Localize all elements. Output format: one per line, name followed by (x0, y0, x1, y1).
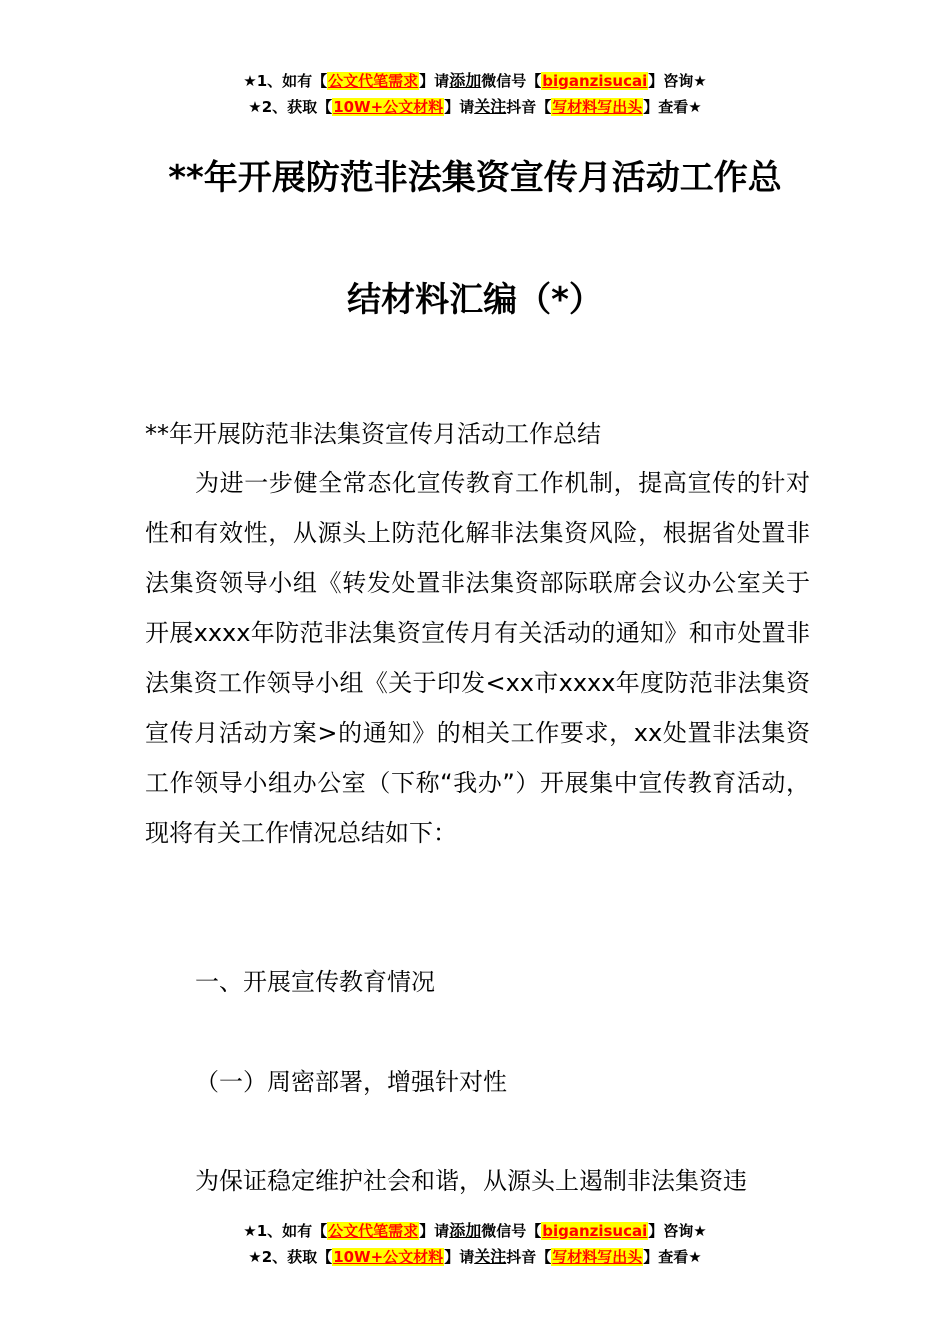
highlight-douyin-id: 写材料写出头 (552, 1248, 643, 1266)
promo-line-1: ★1、如有【公文代笔需求】请添加微信号【biganzisucai】咨询★ (243, 71, 707, 90)
document-title-line-1: **年开展防范非法集资宣传月活动工作总 (168, 158, 782, 198)
highlight-douyin-id: 写材料写出头 (552, 98, 643, 116)
section-heading-1: 一、开展宣传教育情况 (195, 968, 435, 996)
highlight-wechat-id: biganzisucai (542, 72, 648, 90)
promo-banner-top (0, 68, 950, 120)
section-heading-2: （一）周密部署，增强针对性 (195, 1068, 507, 1096)
promo-banner-bottom (0, 1218, 950, 1270)
promo-line-2: ★2、获取【10W+公文材料】请关注抖音【写材料写出头】查看★ (248, 97, 702, 116)
body-paragraph-2: 为保证稳定维护社会和谐，从源头上遏制非法集资违 (195, 1167, 747, 1195)
promo-line-1: ★1、如有【公文代笔需求】请添加微信号【biganzisucai】咨询★ (243, 1221, 707, 1240)
document-title-line-2: 结材料汇编（*） (347, 280, 603, 320)
highlight-service: 公文代笔需求 (328, 1222, 419, 1240)
promo-line-2: ★2、获取【10W+公文材料】请关注抖音【写材料写出头】查看★ (248, 1247, 702, 1266)
highlight-wechat-id: biganzisucai (542, 1222, 648, 1240)
highlight-service: 公文代笔需求 (328, 72, 419, 90)
body-paragraph-1: 为进一步健全常态化宣传教育工作机制，提高宣传的针对性和有效性，从源头上防范化解非法集资风险，根据省处置非法集资领导小组《转发处置非法集资部际联席会议办公室关于开展xxxx年防范非法集资宣传月有关活动的通知》和市处置非法集资工作领导小组《关于印发<xx市xxxx年度防范非法集资宣传月活动方案>的通知》的相关工作要求，xx处置非法集资工作领导小组办公室（下称“我办”）开展集中宣传教育活动，现将有关工作情况总结如下： (145, 469, 810, 847)
highlight-materials: 10W+公文材料 (333, 1248, 444, 1266)
section-subtitle: **年开展防范非法集资宣传月活动工作总结 (145, 420, 601, 448)
highlight-materials: 10W+公文材料 (333, 98, 444, 116)
